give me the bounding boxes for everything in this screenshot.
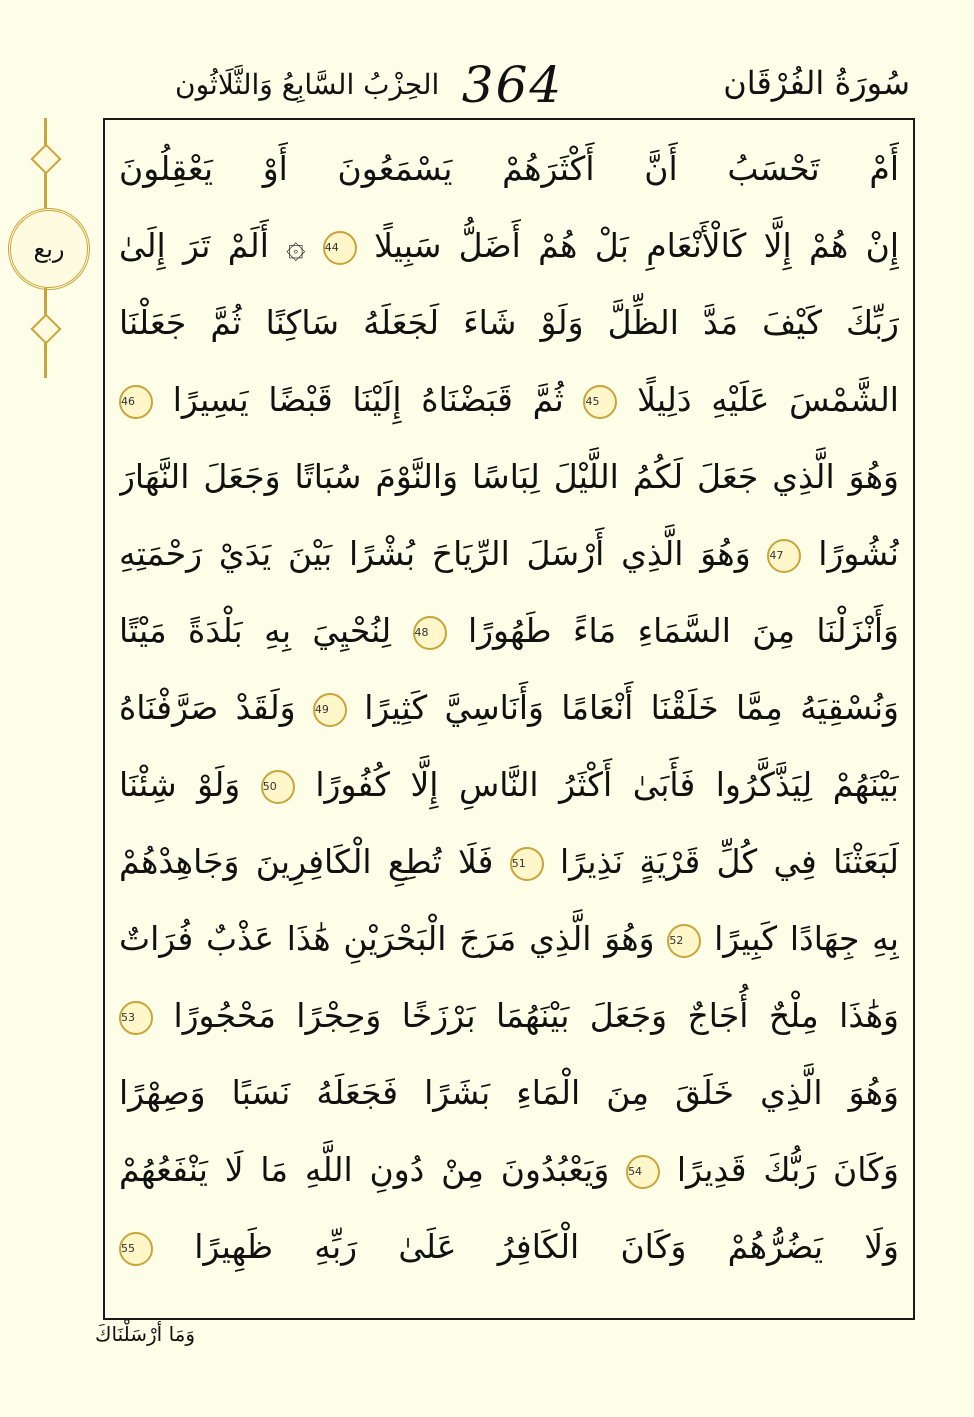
ayah-number-marker: 45 [583, 385, 617, 419]
ayah-number-marker: 51 [510, 847, 544, 881]
ayah-number-marker: 48 [413, 616, 447, 650]
page-number: 364 [461, 56, 564, 114]
verse-line [119, 900, 899, 977]
verse-text: الشَّمْسَ عَلَيْهِ دَلِيلًا [637, 380, 899, 419]
ornament-diamond [30, 143, 61, 174]
verse-text: وَهُوَ الَّذِي أَرْسَلَ الرِّيَاحَ بُشْرًا بَيْنَ يَدَيْ رَحْمَتِهِ [119, 534, 751, 573]
verse-line [119, 284, 899, 361]
verse-text: لَبَعَثْنَا فِي كُلِّ قَرْيَةٍ نَذِيرًا [560, 842, 899, 881]
verse-text: ۞ أَلَمْ تَرَ إِلَىٰ [119, 226, 306, 265]
verse-text: وَهَٰذَا مِلْحٌ أُجَاجٌ وَجَعَلَ بَيْنَهُمَا بَرْزَخًا وَحِجْرًا مَحْجُورًا [173, 996, 899, 1035]
verse-text: بِهِ جِهَادًا كَبِيرًا [714, 919, 899, 958]
verse-line [119, 746, 899, 823]
verse-text: أَمْ تَحْسَبُ أَنَّ أَكْثَرَهُمْ يَسْمَعُونَ أَوْ يَعْقِلُونَ [119, 149, 899, 188]
verse-text: بَيْنَهُمْ لِيَذَّكَّرُوا فَأَبَىٰ أَكْثَرُ النَّاسِ إِلَّا كُفُورًا [315, 765, 899, 804]
verse-text: فَلَا تُطِعِ الْكَافِرِينَ وَجَاهِدْهُمْ [119, 842, 494, 881]
verse-line [119, 207, 899, 284]
verse-text: وَيَعْبُدُونَ مِنْ دُونِ اللَّهِ مَا لَا يَنْفَعُهُمْ [119, 1150, 610, 1189]
verse-text: إِنْ هُمْ إِلَّا كَالْأَنْعَامِ بَلْ هُمْ أَضَلُّ سَبِيلًا [374, 226, 899, 265]
ayah-number-marker: 55 [119, 1232, 153, 1266]
ayah-number-marker: 49 [313, 693, 347, 727]
verse-text: وَهُوَ الَّذِي خَلَقَ مِنَ الْمَاءِ بَشَرًا فَجَعَلَهُ نَسَبًا وَصِهْرًا [119, 1073, 899, 1112]
verse-line [119, 130, 899, 207]
ayah-number-marker: 52 [667, 924, 701, 958]
page-header [115, 58, 910, 118]
verse-text: وَنُسْقِيَهُ مِمَّا خَلَقْنَا أَنْعَامًا وَأَنَاسِيَّ كَثِيرًا [364, 688, 899, 727]
verse-text: نُشُورًا [818, 534, 899, 573]
verse-text: وَلَقَدْ صَرَّفْنَاهُ [119, 688, 296, 727]
rub-medallion: ربع [8, 208, 90, 290]
verse-line [119, 592, 899, 669]
verse-text: لِنُحْيِيَ بِهِ بَلْدَةً مَيْتًا [119, 611, 392, 650]
catchword: وَمَا أَرْسَلْنَاكَ [95, 1322, 196, 1346]
verse-text: وَكَانَ رَبُّكَ قَدِيرًا [676, 1150, 899, 1189]
hizb-label: الحِزْبُ السَّابِعُ وَالثَّلَاثُون [175, 68, 440, 101]
verse-text: وَلَا يَضُرُّهُمْ وَكَانَ الْكَافِرُ عَلَىٰ رَبِّهِ ظَهِيرًا [194, 1227, 899, 1266]
verse-text: وَهُوَ الَّذِي جَعَلَ لَكُمُ اللَّيْلَ لِبَاسًا وَالنَّوْمَ سُبَاتًا وَجَعَلَ النَّهَارَ [119, 457, 899, 496]
verse-text: ثُمَّ قَبَضْنَاهُ إِلَيْنَا قَبْضًا يَسِيرًا [172, 380, 564, 419]
verse-line [119, 1054, 899, 1131]
ayah-number-marker: 53 [119, 1001, 153, 1035]
verse-text: رَبِّكَ كَيْفَ مَدَّ الظِّلَّ وَلَوْ شَاءَ لَجَعَلَهُ سَاكِنًا ثُمَّ جَعَلْنَا [119, 303, 899, 342]
verse-line [119, 823, 899, 900]
rub-marker [6, 118, 90, 378]
verse-line [119, 977, 899, 1054]
verse-line [119, 669, 899, 746]
verse-text: وَأَنْزَلْنَا مِنَ السَّمَاءِ مَاءً طَهُورًا [467, 611, 899, 650]
verse-lines [119, 130, 899, 1285]
ayah-number-marker: 54 [626, 1155, 660, 1189]
text-frame [103, 118, 915, 1320]
verse-text: وَهُوَ الَّذِي مَرَجَ الْبَحْرَيْنِ هَٰذَا عَذْبٌ فُرَاتٌ [119, 919, 655, 958]
ayah-number-marker: 46 [119, 385, 153, 419]
surah-title: سُورَةُ الفُرْقَان [723, 64, 910, 102]
verse-line [119, 1208, 899, 1285]
verse-line [119, 515, 899, 592]
verse-line [119, 1131, 899, 1208]
verse-line [119, 438, 899, 515]
verse-text: وَلَوْ شِئْنَا [119, 765, 241, 804]
ornament-diamond [30, 313, 61, 344]
ayah-number-marker: 44 [323, 231, 357, 265]
verse-line [119, 361, 899, 438]
ayah-number-marker: 47 [767, 539, 801, 573]
ayah-number-marker: 50 [261, 770, 295, 804]
